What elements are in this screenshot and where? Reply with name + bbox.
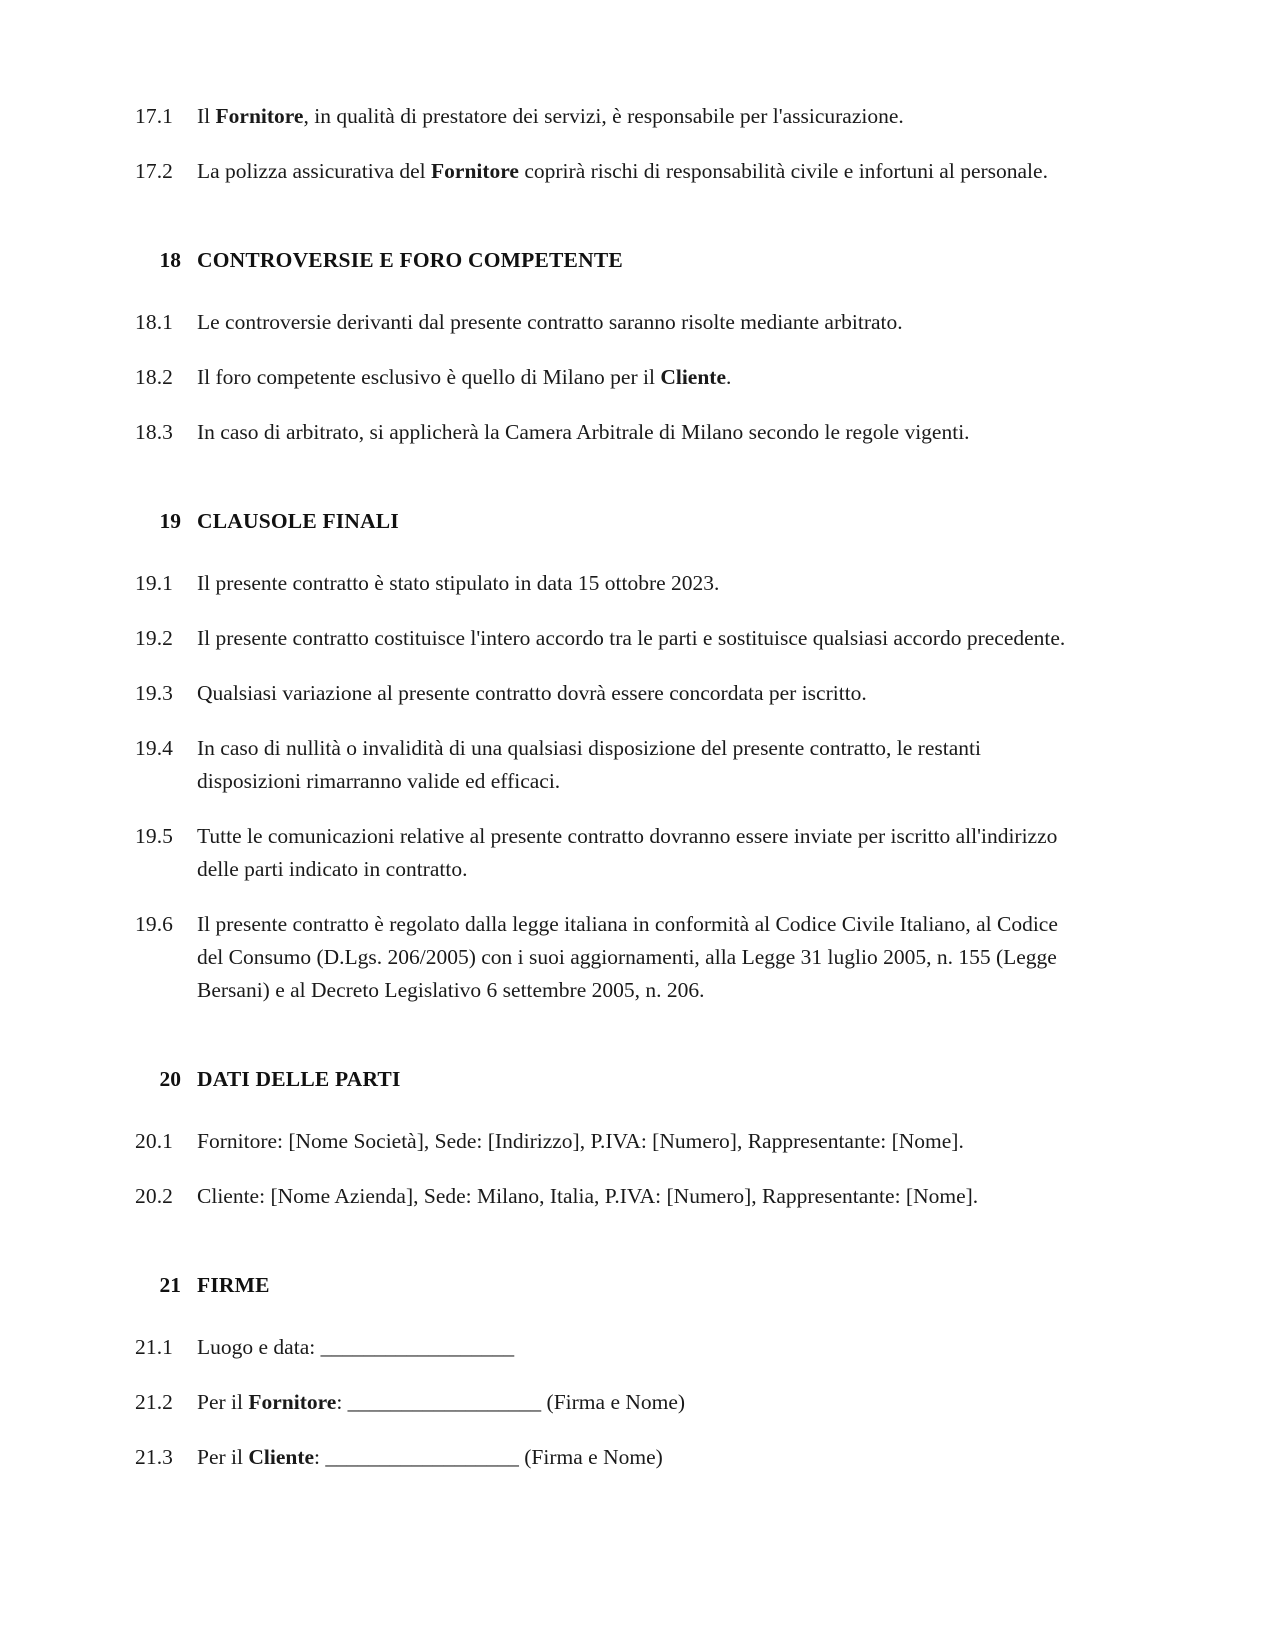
clause-number: 18.3 xyxy=(135,420,174,444)
section-heading-18 xyxy=(135,244,1075,276)
signature-line-fornitore: Per il Fornitore: __________________ (Firma e Nome) xyxy=(197,1390,686,1414)
section-heading-19 xyxy=(135,505,1075,537)
clause-text: Il Fornitore, in qualità di prestatore dei servizi, è responsabile per l'assicurazione. xyxy=(197,104,904,128)
clause-row xyxy=(135,820,1075,886)
section-title: FIRME xyxy=(197,1273,270,1297)
clause-text: In caso di arbitrato, si applicherà la Camera Arbitrale di Milano secondo le regole vigenti. xyxy=(197,420,970,444)
section-heading-21 xyxy=(135,1269,1075,1301)
clause-number: 21.3 xyxy=(135,1445,174,1469)
clause-text: Cliente: [Nome Azienda], Sede: Milano, Italia, P.IVA: [Numero], Rappresentante: [Nome]. xyxy=(197,1184,979,1208)
clause-number: 18.1 xyxy=(135,310,174,334)
clause-number: 19.1 xyxy=(135,571,174,595)
clause-number: 20.2 xyxy=(135,1184,174,1208)
clause-row xyxy=(135,732,1075,798)
clause-row xyxy=(135,1386,1075,1419)
clause-row xyxy=(135,306,1075,339)
clause-text: In caso di nullità o invalidità di una qualsiasi disposizione del presente contratto, le restanti disposizioni rimarranno valide ed efficaci. xyxy=(197,736,981,793)
clause-number: 19.4 xyxy=(135,736,174,760)
clause-text: Qualsiasi variazione al presente contratto dovrà essere concordata per iscritto. xyxy=(197,681,867,705)
clause-number: 19.5 xyxy=(135,824,174,848)
clause-text: Il presente contratto è stato stipulato in data 15 ottobre 2023. xyxy=(197,571,720,595)
clause-row xyxy=(135,567,1075,600)
clause-row xyxy=(135,416,1075,449)
clause-row xyxy=(135,100,1075,133)
clause-number: 21.1 xyxy=(135,1335,174,1359)
clause-text: Fornitore: [Nome Società], Sede: [Indirizzo], P.IVA: [Numero], Rappresentante: [Nome]. xyxy=(197,1129,964,1153)
clause-row xyxy=(135,1441,1075,1474)
clause-number: 19.3 xyxy=(135,681,174,705)
signature-place-date-line: Luogo e data: __________________ xyxy=(197,1335,515,1359)
clause-row xyxy=(135,908,1075,1007)
clause-row xyxy=(135,155,1075,188)
clause-row xyxy=(135,622,1075,655)
signature-line-cliente: Per il Cliente: __________________ (Firma e Nome) xyxy=(197,1445,663,1469)
clause-group-18 xyxy=(135,306,1075,449)
clause-row xyxy=(135,1331,1075,1364)
clause-text: Il presente contratto costituisce l'intero accordo tra le parti e sostituisce qualsiasi accordo precedente. xyxy=(197,626,1066,650)
clause-number: 19.2 xyxy=(135,626,174,650)
clause-number: 17.2 xyxy=(135,159,174,183)
clause-group-20 xyxy=(135,1125,1075,1213)
clause-row xyxy=(135,1180,1075,1213)
clause-number: 19.6 xyxy=(135,912,174,936)
clause-text: Il foro competente esclusivo è quello di Milano per il Cliente. xyxy=(197,365,732,389)
section-heading-20 xyxy=(135,1063,1075,1095)
section-number: 18 xyxy=(159,248,181,272)
section-number: 20 xyxy=(159,1067,181,1091)
section-title: DATI DELLE PARTI xyxy=(197,1067,401,1091)
clause-text: Tutte le comunicazioni relative al presente contratto dovranno essere inviate per iscritto all'indirizzo delle parti indicato in contratto. xyxy=(197,824,1058,881)
section-number: 19 xyxy=(159,509,181,533)
clause-group-19 xyxy=(135,567,1075,1007)
clause-text: La polizza assicurativa del Fornitore coprirà rischi di responsabilità civile e infortuni al personale. xyxy=(197,159,1048,183)
clause-group-17 xyxy=(135,100,1075,188)
clause-number: 20.1 xyxy=(135,1129,174,1153)
document-body xyxy=(135,100,1075,1474)
section-title: CLAUSOLE FINALI xyxy=(197,509,399,533)
clause-number: 21.2 xyxy=(135,1390,174,1414)
clause-text: Il presente contratto è regolato dalla legge italiana in conformità al Codice Civile Italiano, al Codice del Consumo (D.Lgs. 206/2005) con i suoi aggiornamenti, alla Legge 31 luglio 2005, n. 155 (Legge Bersani) e al Decreto Legislativo 6 settembre 2005, n. 206. xyxy=(197,912,1058,1002)
section-number: 21 xyxy=(159,1273,181,1297)
clause-number: 18.2 xyxy=(135,365,174,389)
clause-row xyxy=(135,1125,1075,1158)
clause-number: 17.1 xyxy=(135,104,174,128)
clause-row xyxy=(135,677,1075,710)
clause-group-21 xyxy=(135,1331,1075,1474)
clause-row xyxy=(135,361,1075,394)
clause-text: Le controversie derivanti dal presente contratto saranno risolte mediante arbitrato. xyxy=(197,310,903,334)
section-title: CONTROVERSIE E FORO COMPETENTE xyxy=(197,248,623,272)
